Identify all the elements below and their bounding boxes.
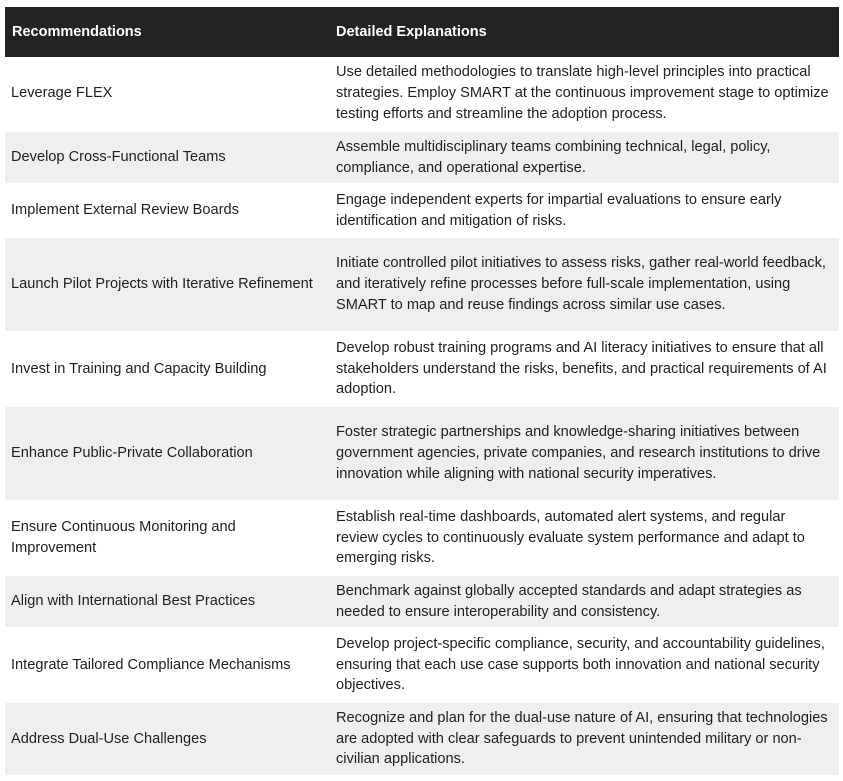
table-row [5,575,839,628]
explanation-cell: Recognize and plan for the dual-use nature of AI, ensuring that technologies are adopted with clear safeguards to prevent unintended military or non-civilian applications. [329,702,839,776]
explanation-cell: Engage independent experts for impartial evaluations to ensure early identification and mitigation of risks. [329,184,839,237]
table-body [5,57,839,776]
explanation-cell: Establish real-time dashboards, automated alert systems, and regular review cycles to continuously evaluate system performance and adapt to emerging risks. [329,501,839,575]
table-row [5,501,839,575]
explanation-cell: Foster strategic partnerships and knowledge-sharing initiatives between government agencies, private companies, and research institutions to drive innovation while aligning with national security imperatives. [329,406,839,501]
table-row [5,406,839,501]
table-header [5,7,839,57]
recommendation-cell: Invest in Training and Capacity Building [5,332,329,406]
table-row [5,332,839,406]
table-row [5,57,839,131]
recommendation-cell: Leverage FLEX [5,57,329,131]
explanation-cell: Initiate controlled pilot initiatives to assess risks, gather real-world feedback, and iteratively refine processes before full-scale implementation, using SMART to map and reuse findings across similar use cases. [329,237,839,332]
recommendation-cell: Implement External Review Boards [5,184,329,237]
recommendation-cell: Integrate Tailored Compliance Mechanisms [5,628,329,702]
table-row [5,131,839,184]
explanation-cell: Develop project-specific compliance, security, and accountability guidelines, ensuring that each use case supports both innovation and national security objectives. [329,628,839,702]
header-row [5,7,839,57]
explanation-cell: Use detailed methodologies to translate high-level principles into practical strategies. Employ SMART at the continuous improvement stage to optimize testing efforts and streamline the adoption process. [329,57,839,131]
recommendation-cell: Enhance Public-Private Collaboration [5,406,329,501]
explanation-cell: Benchmark against globally accepted standards and adapt strategies as needed to ensure interoperability and consistency. [329,575,839,628]
recommendation-cell: Align with International Best Practices [5,575,329,628]
header-recommendations: Recommendations [5,7,329,57]
table-row [5,702,839,776]
recommendation-cell: Address Dual-Use Challenges [5,702,329,776]
recommendation-cell: Develop Cross-Functional Teams [5,131,329,184]
table-row [5,628,839,702]
recommendation-cell: Ensure Continuous Monitoring and Improvement [5,501,329,575]
explanation-cell: Assemble multidisciplinary teams combining technical, legal, policy, compliance, and operational expertise. [329,131,839,184]
explanation-cell: Develop robust training programs and AI literacy initiatives to ensure that all stakeholders understand the risks, benefits, and practical requirements of AI adoption. [329,332,839,406]
header-detailed-explanations: Detailed Explanations [329,7,839,57]
recommendations-table-container [5,7,839,777]
table-row [5,184,839,237]
recommendation-cell: Launch Pilot Projects with Iterative Refinement [5,237,329,332]
table-row [5,237,839,332]
recommendations-table [5,7,839,777]
